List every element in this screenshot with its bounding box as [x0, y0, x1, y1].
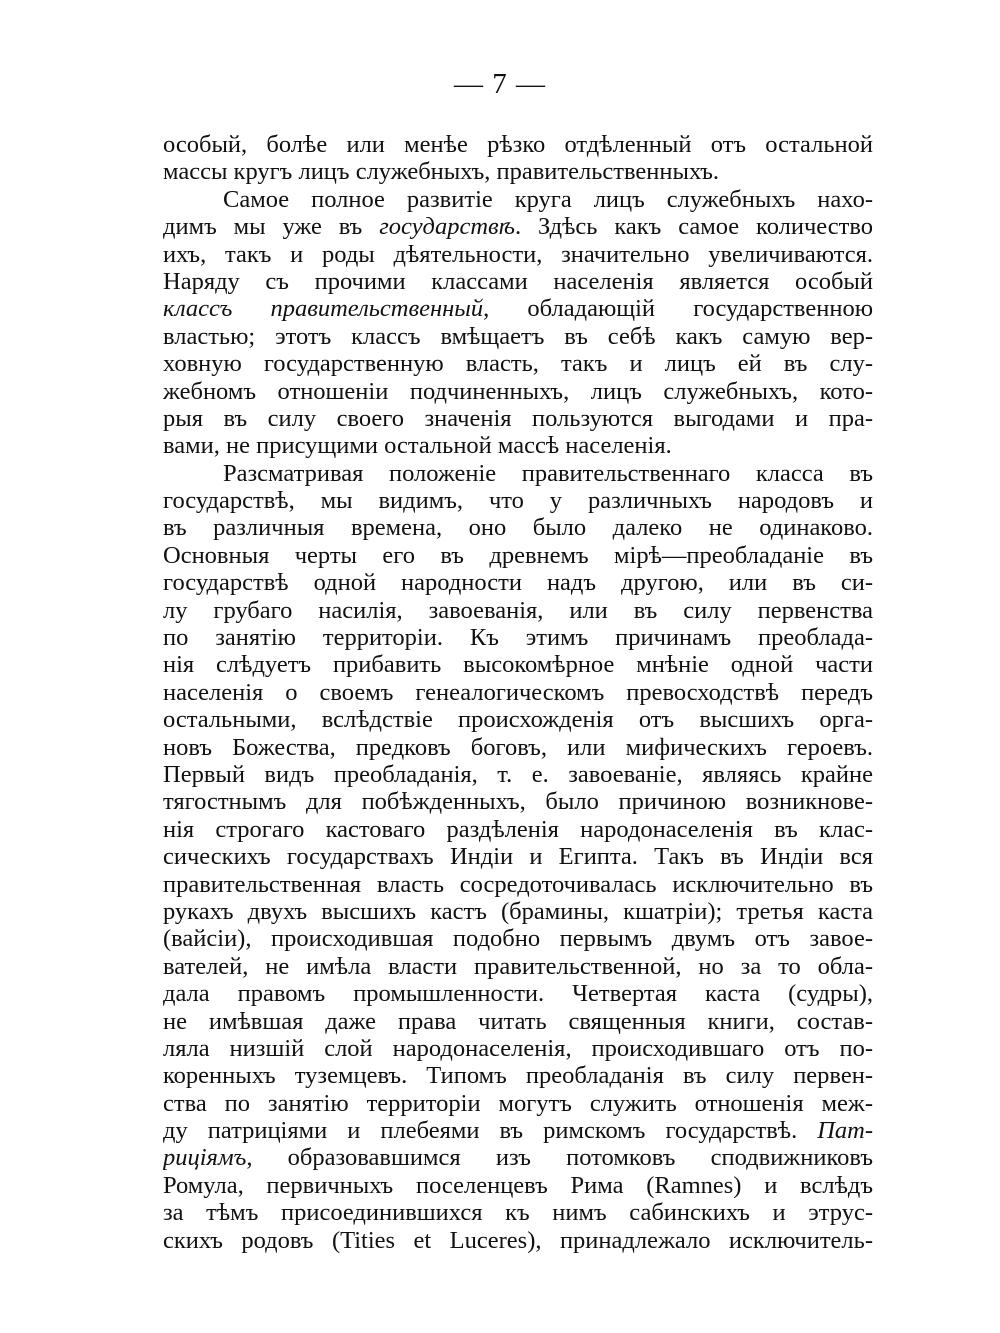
text-line: [163, 1227, 873, 1254]
text-line: [163, 624, 873, 651]
text-segment: по занятію территоріи. Къ этимъ причинамъ преоблада-: [163, 624, 873, 652]
text-line: [163, 651, 873, 678]
text-line: [163, 980, 873, 1007]
text-segment: Основныя черты его въ древнемъ мірѣ—преобладаніе въ: [163, 541, 873, 569]
text-line: [163, 1035, 873, 1062]
text-segment: , обладающій государственною: [483, 295, 873, 323]
text-segment: вателей, не имѣла власти правительственной, но за то обла-: [163, 952, 873, 980]
page-number: — 7 —: [454, 68, 546, 100]
text-line: [163, 514, 873, 541]
text-segment: скихъ родовъ (Tities et Luceres), принадлежало исключитель-: [163, 1226, 873, 1254]
text-line: [163, 788, 873, 815]
text-segment: Первый видъ преобладанія, т. е. завоеваніе, являясь крайне: [163, 760, 873, 788]
text-segment: новъ Божества, предковъ боговъ, или мифическихъ героевъ.: [163, 733, 873, 761]
text-line: [163, 323, 873, 350]
text-segment: остальными, вслѣдствіе происхожденія отъ высшихъ орга-: [163, 706, 873, 734]
text-segment: нія строгаго кастоваго раздѣленія народонаселенія въ клас-: [163, 815, 873, 843]
text-line: [163, 1144, 873, 1171]
text-segment: ства по занятію территоріи могутъ служить отношенія меж-: [163, 1089, 873, 1117]
text-segment: , образовавшимся изъ потомковъ сподвижниковъ: [246, 1144, 873, 1172]
text-line: [163, 213, 873, 240]
text-line: [163, 843, 873, 870]
text-line: [163, 186, 873, 213]
text-line: [163, 378, 873, 405]
body-text: [163, 131, 873, 1254]
text-segment: (вайсіи), происходившая подобно первымъ двумъ отъ завое-: [163, 925, 873, 953]
text-segment: Наряду съ прочими классами населенія является особый: [163, 267, 873, 295]
text-segment: Разсматривая положеніе правительственнаго класса въ: [223, 459, 873, 487]
text-line: [163, 761, 873, 788]
text-segment: властью; этотъ классъ вмѣщаетъ въ себѣ какъ самую вер-: [163, 322, 873, 350]
text-line: [163, 350, 873, 377]
italic-text-segment: государствѣ: [379, 213, 515, 241]
text-line: [163, 679, 873, 706]
text-segment: димъ мы уже въ: [163, 213, 380, 241]
text-segment: государствѣ одной народности надъ другою, или въ си-: [163, 569, 873, 597]
text-line: [163, 898, 873, 925]
text-segment: . Здѣсь какъ самое количество: [515, 213, 873, 241]
text-segment: жебномъ отношеніи подчиненныхъ, лицъ служебныхъ, кото-: [163, 377, 873, 405]
text-segment: рыя въ силу своего значенія пользуются выгодами и пра-: [163, 404, 873, 432]
text-segment: вами, не присущими остальной массѣ населенія.: [163, 432, 672, 460]
text-line: [163, 432, 873, 459]
text-segment: особый, болѣе или менѣе рѣзко отдѣленный отъ остальной: [163, 131, 873, 158]
text-line: [163, 569, 873, 596]
text-line: [163, 1172, 873, 1199]
text-line: [163, 706, 873, 733]
text-segment: за тѣмъ присоединившихся къ нимъ сабинскихъ и этрус-: [163, 1199, 873, 1227]
text-line: [163, 1117, 873, 1144]
text-line: [163, 241, 873, 268]
text-line: [163, 925, 873, 952]
text-segment: въ различныя времена, оно было далеко не одинаково.: [163, 514, 873, 542]
text-line: [163, 1090, 873, 1117]
text-segment: Самое полное развитіе круга лицъ служебныхъ нахо-: [223, 185, 873, 213]
text-segment: нія слѣдуетъ прибавить высокомѣрное мнѣніе одной части: [163, 651, 873, 679]
text-line: [163, 295, 873, 322]
text-segment: лу грубаго насилія, завоеванія, или въ силу первенства: [163, 596, 873, 624]
text-segment: государствѣ, мы видимъ, что у различныхъ народовъ и: [163, 487, 873, 515]
text-segment: сическихъ государствахъ Индіи и Египта. Такъ въ Индіи вся: [163, 843, 873, 871]
text-segment: массы кругъ лицъ служебныхъ, правительственныхъ.: [163, 158, 720, 186]
text-line: [163, 871, 873, 898]
text-line: [163, 158, 873, 185]
text-line: [163, 1008, 873, 1035]
text-segment: дала правомъ промышленности. Четвертая каста (судры),: [163, 980, 873, 1008]
text-line: [163, 131, 873, 158]
text-line: [163, 953, 873, 980]
text-segment: ихъ, такъ и роды дѣятельности, значительно увеличиваются.: [163, 240, 873, 268]
text-line: [163, 487, 873, 514]
text-line: [163, 268, 873, 295]
text-segment: Ромула, первичныхъ поселенцевъ Рима (Ramnes) и вслѣдъ: [163, 1171, 873, 1199]
text-segment: населенія о своемъ генеалогическомъ превосходствѣ передъ: [163, 678, 873, 706]
text-line: [163, 460, 873, 487]
text-line: [163, 542, 873, 569]
text-segment: ду патриціями и плебеями въ римскомъ государствѣ.: [163, 1117, 818, 1145]
italic-text-segment: классъ правительственный: [163, 295, 484, 323]
text-line: [163, 734, 873, 761]
text-segment: тягостнымъ для побѣжденныхъ, было причиною возникнове-: [163, 788, 873, 816]
text-line: [163, 405, 873, 432]
text-segment: ляла низшій слой народонаселенія, происходившаго отъ по-: [163, 1034, 873, 1062]
italic-text-segment: Пат-: [817, 1117, 873, 1145]
italic-text-segment: риціямъ: [163, 1144, 247, 1172]
text-line: [163, 597, 873, 624]
text-line: [163, 1062, 873, 1089]
text-segment: коренныхъ туземцевъ. Типомъ преобладанія въ силу первен-: [163, 1062, 873, 1090]
text-line: [163, 1199, 873, 1226]
text-segment: рукахъ двухъ высшихъ кастъ (брамины, кшатріи); третья каста: [163, 897, 873, 925]
text-line: [163, 816, 873, 843]
text-segment: правительственная власть сосредоточивалась исключительно въ: [163, 870, 873, 898]
text-segment: не имѣвшая даже права читать священныя книги, состав-: [163, 1007, 873, 1035]
text-segment: ховную государственную власть, такъ и лицъ ей въ слу-: [163, 350, 873, 378]
